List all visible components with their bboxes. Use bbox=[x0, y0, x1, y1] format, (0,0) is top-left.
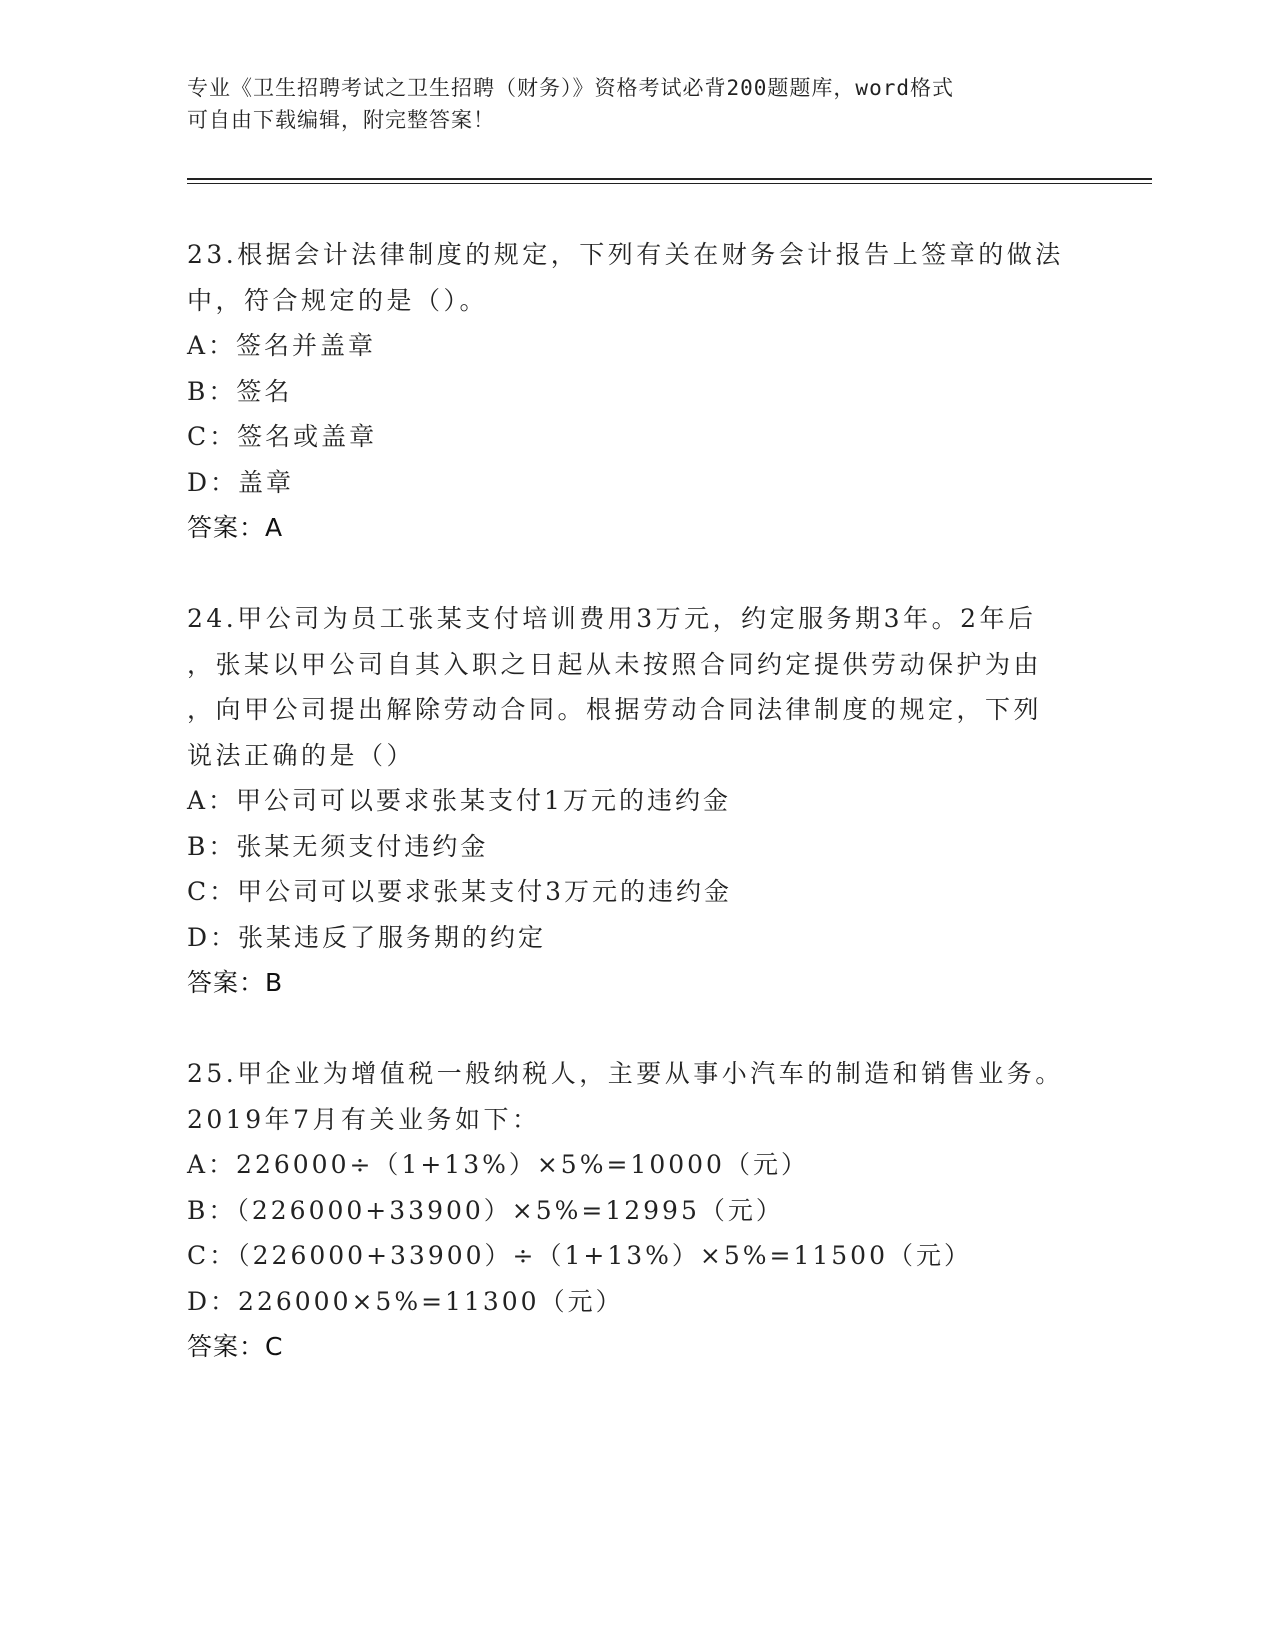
header-divider-thin bbox=[187, 183, 1152, 184]
option-d: D：张某违反了服务期的约定 bbox=[187, 922, 547, 952]
question-24 bbox=[187, 596, 1087, 1006]
question-stem-line: ，向甲公司提出解除劳动合同。根据劳动合同法律制度的规定，下列 bbox=[187, 695, 1043, 724]
question-stem-line: ，张某以甲公司自其入职之日起从未按照合同约定提供劳动保护为由 bbox=[187, 649, 1043, 679]
question-23 bbox=[187, 232, 1087, 551]
question-stem-line: 24.甲公司为员工张某支付培训费用3万元，约定服务期3年。2年后 bbox=[187, 604, 1037, 633]
answer-label: 答案：A bbox=[187, 513, 284, 542]
option-c: C：（226000+33900）÷（1+13%）×5%=11500（元） bbox=[187, 1241, 972, 1270]
question-stem-line: 23.根据会计法律制度的规定，下列有关在财务会计报告上签章的做法 bbox=[187, 240, 1064, 269]
header-line-2: 可自由下载编辑，附完整答案！ bbox=[187, 108, 495, 132]
option-c: C：甲公司可以要求张某支付3万元的违约金 bbox=[187, 877, 733, 906]
question-stem-line: 25.甲企业为增值税一般纳税人，主要从事小汽车的制造和销售业务。 bbox=[187, 1059, 1064, 1088]
header-divider-thick bbox=[187, 178, 1152, 180]
header-line-1: 专业《卫生招聘考试之卫生招聘（财务）》资格考试必背200题题库，word格式 bbox=[187, 76, 954, 100]
option-d: D：盖章 bbox=[187, 467, 295, 497]
option-d: D：226000×5%=11300（元） bbox=[187, 1286, 624, 1316]
question-stem-line: 说法正确的是（） bbox=[187, 740, 416, 770]
option-b: B：（226000+33900）×5%=12995（元） bbox=[187, 1195, 784, 1225]
document-header bbox=[187, 72, 1087, 136]
option-c: C：签名或盖章 bbox=[187, 422, 378, 451]
question-25 bbox=[187, 1051, 1087, 1370]
option-b: B：张某无须支付违约金 bbox=[187, 831, 489, 861]
option-a: A：签名并盖章 bbox=[187, 331, 377, 360]
question-stem-line: 中，符合规定的是（）。 bbox=[187, 285, 489, 315]
option-b: B：签名 bbox=[187, 376, 293, 406]
option-a: A：226000÷（1+13%）×5%=10000（元） bbox=[187, 1150, 809, 1179]
question-stem-line: 2019年7月有关业务如下： bbox=[187, 1104, 541, 1134]
answer-label: 答案：C bbox=[187, 1332, 284, 1361]
option-a: A：甲公司可以要求张某支付1万元的违约金 bbox=[187, 786, 731, 815]
answer-label: 答案：B bbox=[187, 968, 284, 997]
